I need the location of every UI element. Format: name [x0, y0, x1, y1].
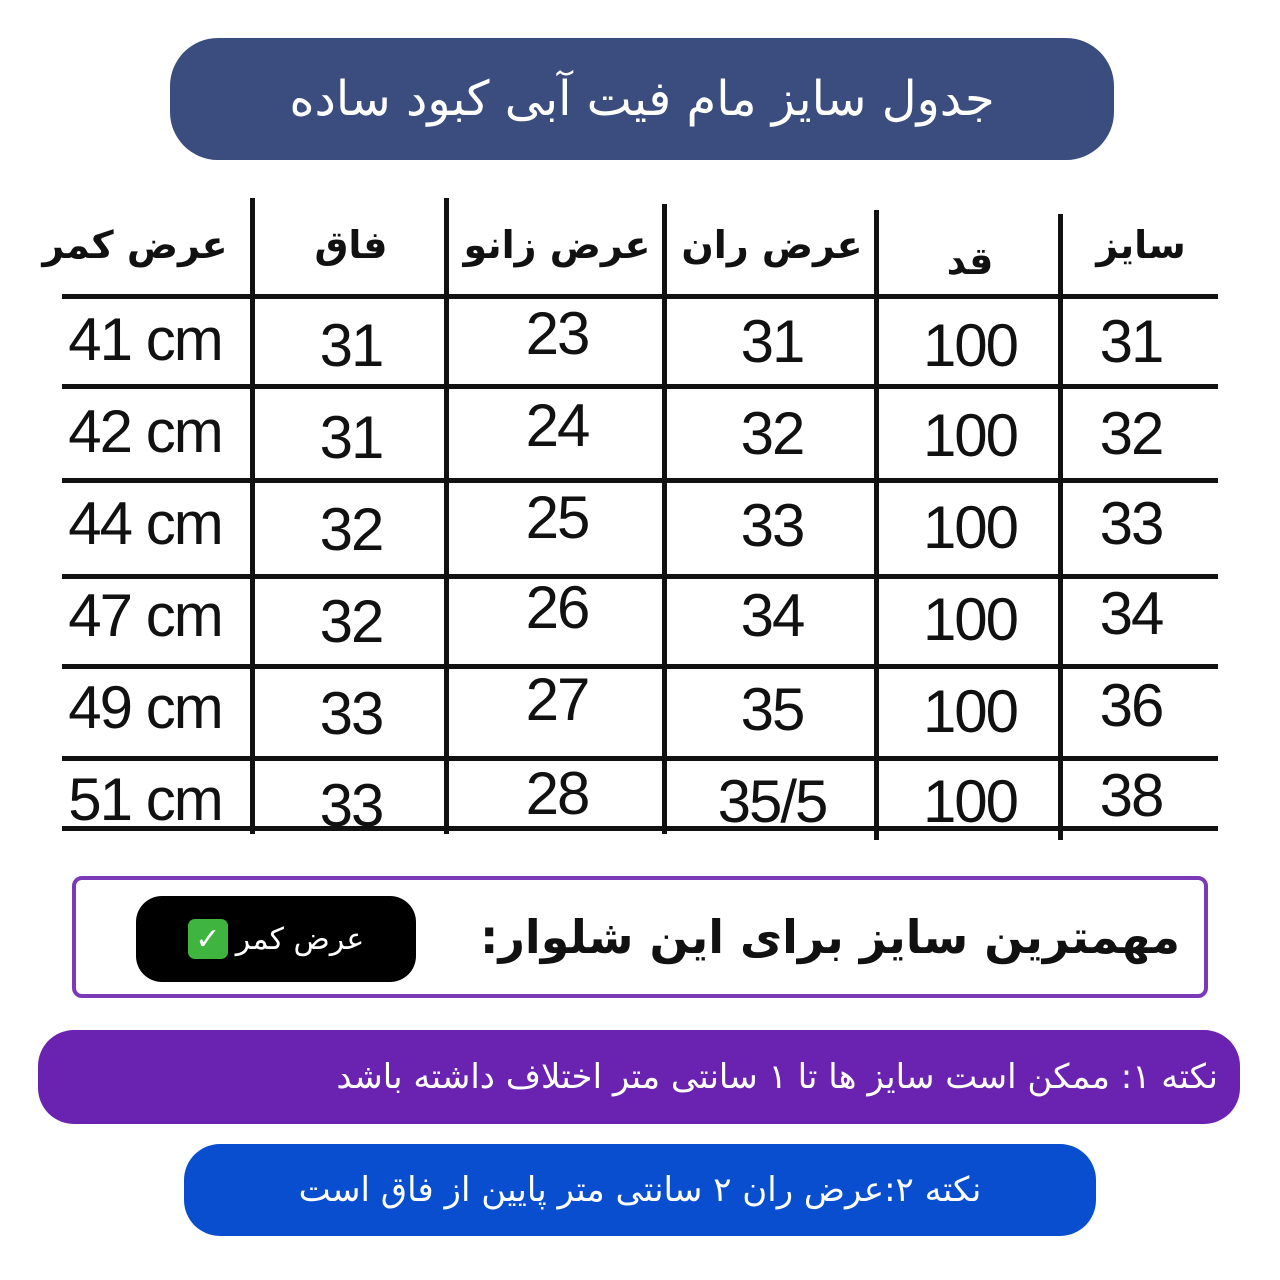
table-cell: 31	[740, 307, 804, 375]
note-1-text: نکته ۱: ممکن است سایز ها تا ۱ سانتی متر اختلاف داشته باشد	[336, 1057, 1218, 1097]
table-cell: 100	[922, 585, 1018, 653]
note-1-banner	[38, 1030, 1240, 1124]
waist-width-badge	[136, 896, 416, 982]
page-title: جدول سایز مام فیت آبی کبود ساده	[289, 71, 995, 127]
table-cell: 42 cm	[68, 397, 222, 465]
table-cell: 100	[922, 311, 1018, 379]
table-cell: 33	[740, 491, 804, 559]
table-cell: 49 cm	[68, 673, 222, 741]
table-cell: 33	[319, 679, 383, 747]
table-cell: 44 cm	[68, 489, 222, 557]
table-cell: 100	[922, 767, 1018, 835]
table-cell: 47 cm	[68, 581, 222, 649]
table-cell: 25	[525, 483, 589, 551]
table-cell: 34	[1099, 579, 1163, 647]
table-cell: 100	[922, 401, 1018, 469]
table-cell: 51 cm	[68, 765, 222, 833]
important-size-box	[72, 876, 1208, 998]
table-cell: 28	[525, 759, 589, 827]
table-cell: 32	[319, 587, 383, 655]
table-cell: 32	[740, 399, 804, 467]
column-divider	[1058, 214, 1063, 840]
table-cell: 34	[740, 581, 804, 649]
table-cell: 38	[1099, 761, 1163, 829]
table-cell: 26	[525, 573, 589, 641]
table-cell: 32	[1099, 399, 1163, 467]
size-table	[0, 190, 1280, 850]
header-thigh-width: عرض ران	[681, 223, 863, 267]
note-2-banner	[184, 1144, 1096, 1236]
header-waist-width: عرض کمر	[42, 223, 228, 267]
table-cell: 100	[922, 493, 1018, 561]
badge-label: عرض کمر	[235, 921, 365, 957]
table-cell: 33	[1099, 489, 1163, 557]
note-2-text: نکته ۲:عرض ران ۲ سانتی متر پایین از فاق است	[298, 1170, 982, 1210]
header-rise: فاق	[314, 223, 388, 267]
table-cell: 31	[319, 311, 383, 379]
table-cell: 41 cm	[68, 305, 222, 373]
table-cell: 36	[1099, 671, 1163, 739]
table-cell: 24	[525, 391, 589, 459]
table-cell: 31	[1099, 307, 1163, 375]
header-height: قد	[946, 239, 994, 283]
header-knee-width: عرض زانو	[463, 223, 651, 267]
table-cell: 32	[319, 495, 383, 563]
table-cell: 31	[319, 403, 383, 471]
table-cell: 35	[740, 675, 804, 743]
title-banner	[170, 38, 1114, 160]
table-cell: 35/5	[717, 767, 827, 835]
table-cell: 100	[922, 677, 1018, 745]
important-size-label: مهمترین سایز برای این شلوار:	[480, 910, 1180, 964]
column-divider	[874, 210, 879, 840]
header-size: سایز	[1096, 223, 1186, 267]
check-mark-icon: ✓	[188, 919, 228, 959]
table-cell: 23	[525, 299, 589, 367]
table-cell: 33	[319, 771, 383, 839]
table-cell: 27	[525, 665, 589, 733]
